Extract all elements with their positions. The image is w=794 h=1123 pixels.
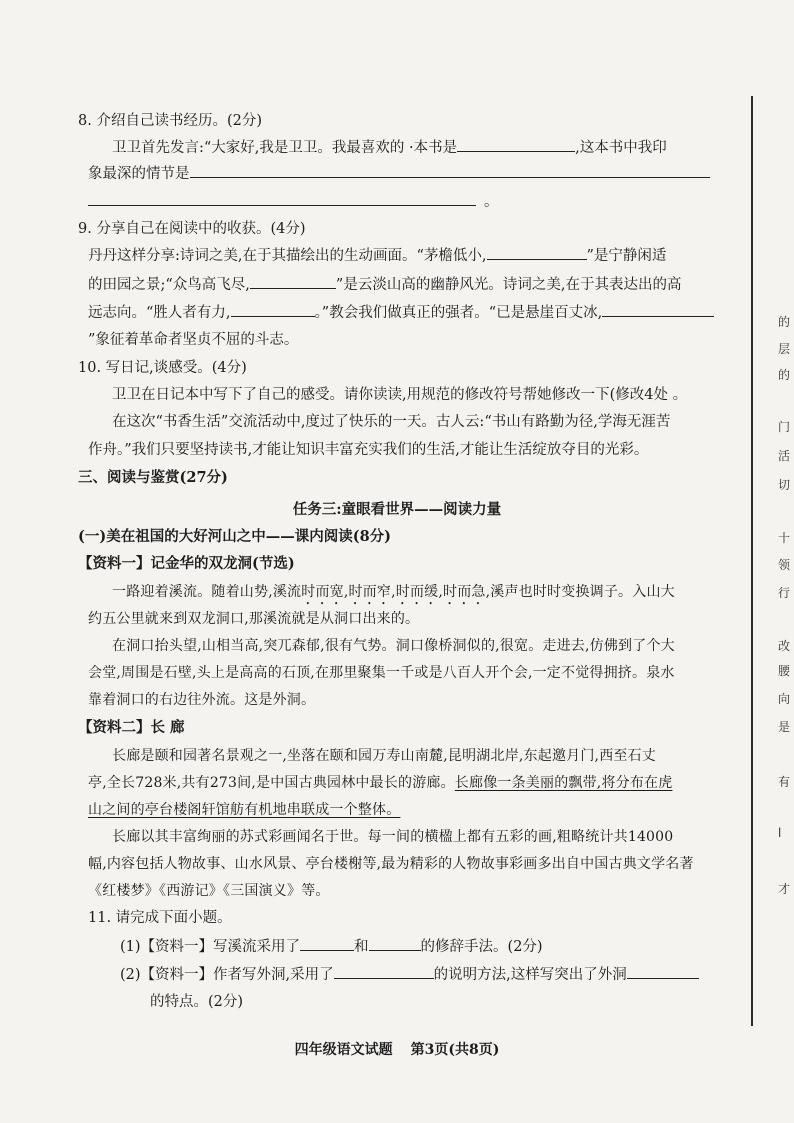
material1-line1-b: ,溪声也时时变换调子。入山大 bbox=[485, 584, 675, 600]
material1-line3: 在洞口抬头望,山相当高,突兀森郁,很有气势。洞口像桥洞似的,很宽。走进去,仿佛到了个大 bbox=[112, 638, 675, 654]
q8-line1 bbox=[112, 137, 667, 158]
edge-char: 是 bbox=[778, 720, 791, 734]
edge-char: 层 bbox=[778, 342, 791, 356]
edge-char: 的 bbox=[778, 368, 791, 382]
edge-char: 腰 bbox=[778, 664, 791, 678]
q8-line2 bbox=[88, 163, 710, 184]
q9-line3 bbox=[88, 302, 714, 323]
q8-line2-text: 象最深的情节是 bbox=[88, 166, 190, 182]
q10-title: 10. 写日记,谈感受。(4分) bbox=[78, 360, 247, 376]
q8-plot-blank-2[interactable] bbox=[88, 191, 476, 206]
material1-line1-a: 一路迎着溪流。随着山势,溪流 bbox=[112, 584, 302, 600]
q9-poem-blank-1[interactable] bbox=[487, 245, 587, 260]
material2-line3 bbox=[88, 800, 400, 820]
material1-line2: 约五公里就来到双龙洞口,那溪流就是从洞口出来的。 bbox=[88, 611, 420, 627]
q11-feature-blank[interactable] bbox=[627, 964, 699, 979]
q10-line1: 卫卫在日记本中写下了自己的感受。请你读读,用规范的修改符号帮她修改一下(修改4处 。 bbox=[112, 387, 688, 403]
q11-sub1-b: 和 bbox=[354, 939, 369, 955]
q11-rhetoric-blank-2[interactable] bbox=[369, 936, 421, 951]
q8-plot-blank-1[interactable] bbox=[190, 163, 710, 178]
task3-heading: 任务三:童眼看世界——阅读力量 bbox=[292, 501, 502, 518]
q9-line1-text-a: 丹丹这样分享:诗词之美,在于其描绘出的生动画面。“茅檐低小, bbox=[88, 248, 487, 264]
q11-sub1-a: (1)【资料一】写溪流采用了 bbox=[120, 939, 301, 955]
q9-line2-text-b: ”是云淡山高的幽静风光。诗词之美,在于其表达出的高 bbox=[335, 277, 682, 293]
edge-char: 的 bbox=[778, 315, 791, 329]
material2-line6: 《红楼梦》《西游记》《三国演义》等。 bbox=[88, 883, 330, 899]
q9-poem-blank-2[interactable] bbox=[250, 274, 336, 289]
binding-divider bbox=[751, 96, 753, 1026]
q8-line3-end: 。 bbox=[484, 194, 499, 210]
edge-char: 有 bbox=[778, 775, 791, 789]
q9-line1 bbox=[88, 245, 666, 266]
edge-char: 改 bbox=[778, 639, 791, 653]
edge-char: 门 bbox=[778, 420, 791, 434]
material2-line2-a: 亭,全长728米,共有273间,是中国古典园林中最长的游廊。 bbox=[88, 775, 455, 791]
footer-subject: 四年级语文试题 bbox=[294, 1042, 393, 1058]
q11-sub2-a: (2)【资料一】作者写外洞,采用了 bbox=[120, 967, 334, 983]
material2-title: 【资料二】长 廊 bbox=[78, 719, 185, 736]
q8-line1-text-b: ,这本书中我印 bbox=[575, 140, 667, 156]
section3-heading: 三、阅读与鉴赏(27分) bbox=[78, 469, 228, 486]
q11-sub1 bbox=[120, 936, 543, 957]
edge-char: 领 bbox=[778, 558, 791, 572]
material2-line2 bbox=[88, 773, 672, 793]
q10-diary-line2: 作舟。”我们只要坚持读书,才能让知识丰富充实我们的生活,才能让生活绽放夺目的光彩。 bbox=[88, 442, 649, 458]
q8-line1-text-a: 卫卫首先发言:“大家好,我是卫卫。我最喜欢的 ·本书是 bbox=[112, 140, 458, 156]
edge-char: l bbox=[778, 826, 782, 840]
edge-char: 才 bbox=[778, 882, 791, 896]
edge-char: 十 bbox=[778, 531, 791, 545]
q10-diary-line1: 在这次“书香生活”交流活动中,度过了快乐的一天。古人云:“书山有路勤为径,学海无涯苦 bbox=[112, 414, 671, 430]
q11-title: 11. 请完成下面小题。 bbox=[88, 910, 232, 926]
edge-char: 向 bbox=[778, 692, 791, 706]
q9-poem-blank-4[interactable] bbox=[602, 302, 714, 317]
q9-line1-text-b: ”是宁静闲适 bbox=[586, 248, 667, 264]
q9-line3-text-a: 远志向。“胜人者有力, bbox=[88, 305, 231, 321]
footer-page-number: 第3页(共8页) bbox=[410, 1042, 500, 1058]
q9-title: 9. 分享自己在阅读中的收获。(4分) bbox=[78, 221, 306, 237]
material1-line5: 靠着洞口的右边往外流。这是外洞。 bbox=[88, 692, 316, 708]
edge-char: 活 bbox=[778, 449, 791, 463]
q9-line4: ”象征着革命者坚贞不屈的斗志。 bbox=[88, 332, 299, 348]
part1-heading: (一)美在祖国的大好河山之中——课内阅读(8分) bbox=[78, 528, 392, 545]
page-footer bbox=[0, 1040, 794, 1060]
q8-book-blank[interactable] bbox=[457, 137, 575, 152]
material2-underlined-1: 长廊像一条美丽的飘带,将分布在虎 bbox=[454, 775, 673, 791]
material1-line4: 会堂,周围是石壁,头上是高高的石顶,在那里聚集一千或是八百人开个会,一定不觉得拥挤。泉水 bbox=[88, 665, 675, 681]
material1-dotted-phrase: 时而宽,时而窄,时而缓,时而急 bbox=[301, 584, 486, 600]
q11-rhetoric-blank-1[interactable] bbox=[300, 936, 354, 951]
q11-sub1-c: 的修辞手法。(2分) bbox=[420, 939, 543, 955]
material2-line5: 幅,内容包括人物故事、山水风景、亭台楼榭等,最为精彩的人物故事彩画多出自中国古典文学名著 bbox=[88, 856, 694, 872]
material2-underlined-2: 山之间的亭台楼阁轩馆舫有机地串联成一个整体。 bbox=[88, 802, 401, 818]
q8-title: 8. 介绍自己读书经历。(2分) bbox=[78, 113, 262, 129]
q11-sub2 bbox=[120, 964, 699, 985]
material1-line1 bbox=[112, 582, 675, 608]
q9-line3-text-b: 。”教会我们做真正的强者。“已是悬崖百丈冰, bbox=[314, 305, 603, 321]
q11-sub2-b: 的说明方法,这样写突出了外洞 bbox=[433, 967, 627, 983]
edge-char: 行 bbox=[778, 586, 791, 600]
q11-method-blank[interactable] bbox=[334, 964, 434, 979]
material2-line4: 长廊以其丰富绚丽的苏式彩画闻名于世。每一间的横楹上都有五彩的画,粗略统计共14000 bbox=[112, 829, 674, 845]
material1-title: 【资料一】记金华的双龙洞(节选) bbox=[78, 555, 295, 572]
q11-sub2-cont: 的特点。(2分) bbox=[150, 994, 244, 1010]
q9-poem-blank-3[interactable] bbox=[231, 302, 315, 317]
q9-line2 bbox=[88, 274, 681, 295]
q9-line2-text-a: 的田园之景;“众鸟高飞尽, bbox=[88, 277, 250, 293]
q8-line3 bbox=[88, 191, 499, 212]
material2-line1: 长廊是颐和园著名景观之一,坐落在颐和园万寿山南麓,昆明湖北岸,东起邀月门,西至石丈 bbox=[112, 748, 656, 764]
edge-char: 切 bbox=[778, 478, 791, 492]
